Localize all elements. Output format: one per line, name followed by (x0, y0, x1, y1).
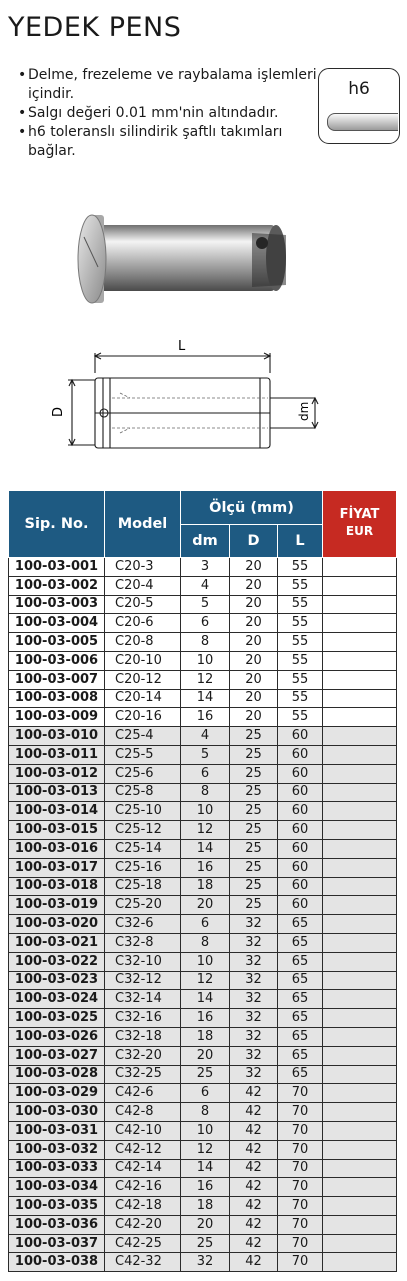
table-row (9, 1103, 397, 1122)
l-cell: 60 (278, 727, 323, 746)
d-cell: 42 (230, 1159, 278, 1178)
dm-cell: 18 (181, 877, 230, 896)
d-cell: 25 (230, 727, 278, 746)
d-cell: 32 (230, 1065, 278, 1084)
sip-no-cell: 100-03-024 (9, 990, 105, 1009)
price-cell (323, 896, 397, 915)
sip-no-cell: 100-03-030 (9, 1103, 105, 1122)
table-row (9, 670, 397, 689)
dm-cell: 10 (181, 802, 230, 821)
model-cell: C32-6 (105, 915, 181, 934)
dm-cell: 8 (181, 1103, 230, 1122)
sip-no-cell: 100-03-025 (9, 1009, 105, 1028)
l-cell: 60 (278, 802, 323, 821)
table-row (9, 1046, 397, 1065)
table-row (9, 839, 397, 858)
l-cell: 70 (278, 1215, 323, 1234)
d-cell: 42 (230, 1215, 278, 1234)
sip-no-cell: 100-03-019 (9, 896, 105, 915)
model-cell: C25-8 (105, 783, 181, 802)
model-cell: C42-18 (105, 1197, 181, 1216)
header-model: Model (105, 491, 181, 558)
dm-cell: 6 (181, 1084, 230, 1103)
sip-no-cell: 100-03-018 (9, 877, 105, 896)
dm-cell: 6 (181, 614, 230, 633)
sip-no-cell: 100-03-008 (9, 689, 105, 708)
price-cell (323, 1084, 397, 1103)
dm-cell: 6 (181, 764, 230, 783)
l-cell: 60 (278, 745, 323, 764)
d-cell: 32 (230, 1046, 278, 1065)
l-cell: 70 (278, 1159, 323, 1178)
sip-no-cell: 100-03-021 (9, 933, 105, 952)
table-row (9, 745, 397, 764)
sip-no-cell: 100-03-034 (9, 1178, 105, 1197)
table-row (9, 708, 397, 727)
header-fiyat (323, 491, 397, 558)
l-cell: 65 (278, 952, 323, 971)
collet-product-image (0, 205, 407, 313)
table-row (9, 990, 397, 1009)
price-cell (323, 1178, 397, 1197)
d-cell: 32 (230, 915, 278, 934)
price-cell (323, 915, 397, 934)
sip-no-cell: 100-03-020 (9, 915, 105, 934)
dm-cell: 8 (181, 633, 230, 652)
price-cell (323, 1009, 397, 1028)
sip-no-cell: 100-03-036 (9, 1215, 105, 1234)
model-cell: C32-16 (105, 1009, 181, 1028)
header-sip-no: Sip. No. (9, 491, 105, 558)
sip-no-cell: 100-03-014 (9, 802, 105, 821)
table-row (9, 614, 397, 633)
dm-cell: 20 (181, 1046, 230, 1065)
sip-no-cell: 100-03-004 (9, 614, 105, 633)
model-cell: C32-14 (105, 990, 181, 1009)
l-cell: 70 (278, 1084, 323, 1103)
model-cell: C32-20 (105, 1046, 181, 1065)
table-row (9, 558, 397, 577)
price-cell (323, 1065, 397, 1084)
d-cell: 25 (230, 783, 278, 802)
price-cell (323, 877, 397, 896)
sip-no-cell: 100-03-035 (9, 1197, 105, 1216)
price-cell (323, 1027, 397, 1046)
price-cell (323, 1140, 397, 1159)
sip-no-cell: 100-03-007 (9, 670, 105, 689)
sip-no-cell: 100-03-022 (9, 952, 105, 971)
sip-no-cell: 100-03-023 (9, 971, 105, 990)
dm-cell: 12 (181, 971, 230, 990)
price-cell (323, 595, 397, 614)
l-cell: 55 (278, 558, 323, 577)
l-cell: 65 (278, 1009, 323, 1028)
table-row (9, 1084, 397, 1103)
model-cell: C25-5 (105, 745, 181, 764)
dm-cell: 16 (181, 858, 230, 877)
sip-no-cell: 100-03-013 (9, 783, 105, 802)
shaft-icon (327, 113, 398, 131)
price-cell (323, 858, 397, 877)
header-fiyat-label: FİYAT (339, 507, 380, 522)
table-row (9, 915, 397, 934)
d-cell: 20 (230, 595, 278, 614)
model-cell: C25-20 (105, 896, 181, 915)
l-cell: 60 (278, 821, 323, 840)
d-cell: 42 (230, 1253, 278, 1272)
price-cell (323, 952, 397, 971)
sip-no-cell: 100-03-028 (9, 1065, 105, 1084)
dm-cell: 12 (181, 1140, 230, 1159)
dm-cell: 10 (181, 952, 230, 971)
dm-cell: 3 (181, 558, 230, 577)
dm-cell: 5 (181, 745, 230, 764)
sip-no-cell: 100-03-038 (9, 1253, 105, 1272)
dm-cell: 25 (181, 1065, 230, 1084)
l-cell: 55 (278, 614, 323, 633)
l-cell: 65 (278, 1046, 323, 1065)
price-cell (323, 933, 397, 952)
d-cell: 20 (230, 670, 278, 689)
price-cell (323, 745, 397, 764)
table-row (9, 1027, 397, 1046)
l-cell: 70 (278, 1178, 323, 1197)
table-row (9, 1121, 397, 1140)
model-cell: C20-8 (105, 633, 181, 652)
dm-cell: 4 (181, 727, 230, 746)
table-row (9, 727, 397, 746)
price-cell (323, 990, 397, 1009)
table-row (9, 1197, 397, 1216)
model-cell: C20-5 (105, 595, 181, 614)
price-cell (323, 1253, 397, 1272)
price-cell (323, 764, 397, 783)
model-cell: C32-18 (105, 1027, 181, 1046)
table-row (9, 633, 397, 652)
dm-cell: 16 (181, 708, 230, 727)
d-cell: 32 (230, 990, 278, 1009)
sip-no-cell: 100-03-032 (9, 1140, 105, 1159)
l-cell: 60 (278, 764, 323, 783)
sip-no-cell: 100-03-002 (9, 576, 105, 595)
model-cell: C32-8 (105, 933, 181, 952)
dm-cell: 18 (181, 1027, 230, 1046)
d-cell: 20 (230, 633, 278, 652)
l-cell: 60 (278, 858, 323, 877)
d-cell: 32 (230, 1027, 278, 1046)
dm-cell: 25 (181, 1234, 230, 1253)
d-cell: 25 (230, 877, 278, 896)
header-currency: EUR (345, 524, 374, 538)
l-cell: 70 (278, 1121, 323, 1140)
dm-cell: 20 (181, 1215, 230, 1234)
l-cell: 70 (278, 1197, 323, 1216)
table-row (9, 1234, 397, 1253)
price-cell (323, 1234, 397, 1253)
model-cell: C32-10 (105, 952, 181, 971)
table-row (9, 783, 397, 802)
dm-cell: 18 (181, 1197, 230, 1216)
table-row (9, 576, 397, 595)
table-row (9, 877, 397, 896)
d-cell: 42 (230, 1234, 278, 1253)
table-row (9, 1065, 397, 1084)
sip-no-cell: 100-03-026 (9, 1027, 105, 1046)
l-cell: 65 (278, 990, 323, 1009)
sip-no-cell: 100-03-010 (9, 727, 105, 746)
model-cell: C25-10 (105, 802, 181, 821)
price-cell (323, 689, 397, 708)
model-cell: C25-12 (105, 821, 181, 840)
tolerance-badge (318, 68, 400, 144)
l-cell: 70 (278, 1103, 323, 1122)
model-cell: C25-16 (105, 858, 181, 877)
outer-dia-label: D (51, 406, 66, 417)
header-olcu: Ölçü (mm) (181, 491, 323, 525)
model-cell: C20-6 (105, 614, 181, 633)
sip-no-cell: 100-03-006 (9, 651, 105, 670)
page-title: YEDEK PENS (8, 12, 182, 43)
model-cell: C25-4 (105, 727, 181, 746)
model-cell: C20-14 (105, 689, 181, 708)
table-row (9, 821, 397, 840)
feature-item: • Salgı değeri 0.01 mm'nin altındadır. (18, 104, 318, 123)
table-row (9, 651, 397, 670)
sip-no-cell: 100-03-016 (9, 839, 105, 858)
dm-cell: 16 (181, 1009, 230, 1028)
price-cell (323, 839, 397, 858)
dm-cell: 12 (181, 821, 230, 840)
price-cell (323, 576, 397, 595)
model-cell: C32-12 (105, 971, 181, 990)
inner-dia-label: dm (297, 401, 311, 421)
d-cell: 32 (230, 933, 278, 952)
table-row (9, 689, 397, 708)
dm-cell: 5 (181, 595, 230, 614)
d-cell: 42 (230, 1084, 278, 1103)
price-cell (323, 633, 397, 652)
table-row (9, 802, 397, 821)
d-cell: 25 (230, 745, 278, 764)
l-cell: 70 (278, 1253, 323, 1272)
dm-cell: 10 (181, 651, 230, 670)
l-cell: 60 (278, 896, 323, 915)
d-cell: 25 (230, 802, 278, 821)
dm-cell: 8 (181, 933, 230, 952)
d-cell: 25 (230, 764, 278, 783)
price-cell (323, 1215, 397, 1234)
model-cell: C25-6 (105, 764, 181, 783)
header-l: L (278, 525, 323, 558)
dm-cell: 6 (181, 915, 230, 934)
model-cell: C20-4 (105, 576, 181, 595)
l-cell: 55 (278, 633, 323, 652)
model-cell: C20-10 (105, 651, 181, 670)
model-cell: C42-8 (105, 1103, 181, 1122)
d-cell: 20 (230, 708, 278, 727)
d-cell: 32 (230, 1009, 278, 1028)
sip-no-cell: 100-03-031 (9, 1121, 105, 1140)
table-body (9, 558, 397, 1272)
feature-item: • Delme, frezeleme ve raybalama işlemleri içindir. (18, 66, 318, 104)
d-cell: 42 (230, 1197, 278, 1216)
d-cell: 25 (230, 858, 278, 877)
sip-no-cell: 100-03-037 (9, 1234, 105, 1253)
price-cell (323, 1103, 397, 1122)
price-cell (323, 1159, 397, 1178)
model-cell: C20-12 (105, 670, 181, 689)
model-cell: C42-12 (105, 1140, 181, 1159)
sip-no-cell: 100-03-009 (9, 708, 105, 727)
table-row (9, 1140, 397, 1159)
l-cell: 70 (278, 1234, 323, 1253)
table-row (9, 933, 397, 952)
table-row (9, 896, 397, 915)
table-row (9, 952, 397, 971)
dm-cell: 4 (181, 576, 230, 595)
l-cell: 70 (278, 1140, 323, 1159)
sip-no-cell: 100-03-003 (9, 595, 105, 614)
model-cell: C42-10 (105, 1121, 181, 1140)
price-cell (323, 1121, 397, 1140)
d-cell: 20 (230, 689, 278, 708)
table-row (9, 1178, 397, 1197)
table-row (9, 971, 397, 990)
model-cell: C42-16 (105, 1178, 181, 1197)
price-cell (323, 1046, 397, 1065)
price-cell (323, 727, 397, 746)
technical-drawing (0, 335, 407, 460)
l-cell: 55 (278, 708, 323, 727)
table-row (9, 1215, 397, 1234)
dm-cell: 20 (181, 896, 230, 915)
dm-cell: 8 (181, 783, 230, 802)
model-cell: C42-32 (105, 1253, 181, 1272)
model-cell: C32-25 (105, 1065, 181, 1084)
sip-no-cell: 100-03-012 (9, 764, 105, 783)
sip-no-cell: 100-03-011 (9, 745, 105, 764)
sip-no-cell: 100-03-017 (9, 858, 105, 877)
dm-cell: 10 (181, 1121, 230, 1140)
feature-item: • h6 toleranslı silindirik şaftlı takımları bağlar. (18, 123, 318, 161)
model-cell: C42-20 (105, 1215, 181, 1234)
d-cell: 20 (230, 651, 278, 670)
sip-no-cell: 100-03-005 (9, 633, 105, 652)
dm-cell: 14 (181, 990, 230, 1009)
l-cell: 55 (278, 651, 323, 670)
feature-list (18, 66, 318, 161)
price-cell (323, 651, 397, 670)
sip-no-cell: 100-03-027 (9, 1046, 105, 1065)
sip-no-cell: 100-03-001 (9, 558, 105, 577)
l-cell: 65 (278, 1065, 323, 1084)
model-cell: C20-16 (105, 708, 181, 727)
price-cell (323, 1197, 397, 1216)
d-cell: 20 (230, 558, 278, 577)
l-cell: 55 (278, 576, 323, 595)
d-cell: 42 (230, 1121, 278, 1140)
table-row (9, 858, 397, 877)
d-cell: 20 (230, 576, 278, 595)
table-row (9, 764, 397, 783)
length-label: L (178, 339, 186, 354)
dm-cell: 12 (181, 670, 230, 689)
header-d: D (230, 525, 278, 558)
model-cell: C25-14 (105, 839, 181, 858)
model-cell: C42-6 (105, 1084, 181, 1103)
l-cell: 60 (278, 783, 323, 802)
l-cell: 60 (278, 839, 323, 858)
d-cell: 32 (230, 971, 278, 990)
sip-no-cell: 100-03-029 (9, 1084, 105, 1103)
d-cell: 25 (230, 821, 278, 840)
price-cell (323, 708, 397, 727)
price-cell (323, 558, 397, 577)
dm-cell: 14 (181, 839, 230, 858)
d-cell: 25 (230, 896, 278, 915)
model-cell: C42-25 (105, 1234, 181, 1253)
l-cell: 55 (278, 689, 323, 708)
l-cell: 60 (278, 877, 323, 896)
table-row (9, 1253, 397, 1272)
d-cell: 42 (230, 1140, 278, 1159)
price-cell (323, 670, 397, 689)
model-cell: C42-14 (105, 1159, 181, 1178)
price-cell (323, 802, 397, 821)
price-cell (323, 821, 397, 840)
dm-cell: 32 (181, 1253, 230, 1272)
l-cell: 65 (278, 971, 323, 990)
l-cell: 55 (278, 670, 323, 689)
d-cell: 42 (230, 1178, 278, 1197)
d-cell: 32 (230, 952, 278, 971)
model-cell: C25-18 (105, 877, 181, 896)
header-dm: dm (181, 525, 230, 558)
dm-cell: 14 (181, 689, 230, 708)
table-row (9, 1159, 397, 1178)
d-cell: 25 (230, 839, 278, 858)
sip-no-cell: 100-03-033 (9, 1159, 105, 1178)
l-cell: 65 (278, 933, 323, 952)
sip-no-cell: 100-03-015 (9, 821, 105, 840)
d-cell: 20 (230, 614, 278, 633)
l-cell: 65 (278, 1027, 323, 1046)
table-row (9, 1009, 397, 1028)
price-cell (323, 614, 397, 633)
dm-cell: 16 (181, 1178, 230, 1197)
price-cell (323, 971, 397, 990)
l-cell: 65 (278, 915, 323, 934)
price-cell (323, 783, 397, 802)
model-cell: C20-3 (105, 558, 181, 577)
dm-cell: 14 (181, 1159, 230, 1178)
tolerance-label: h6 (348, 79, 370, 99)
spec-table (8, 490, 397, 1272)
l-cell: 55 (278, 595, 323, 614)
d-cell: 42 (230, 1103, 278, 1122)
table-row (9, 595, 397, 614)
